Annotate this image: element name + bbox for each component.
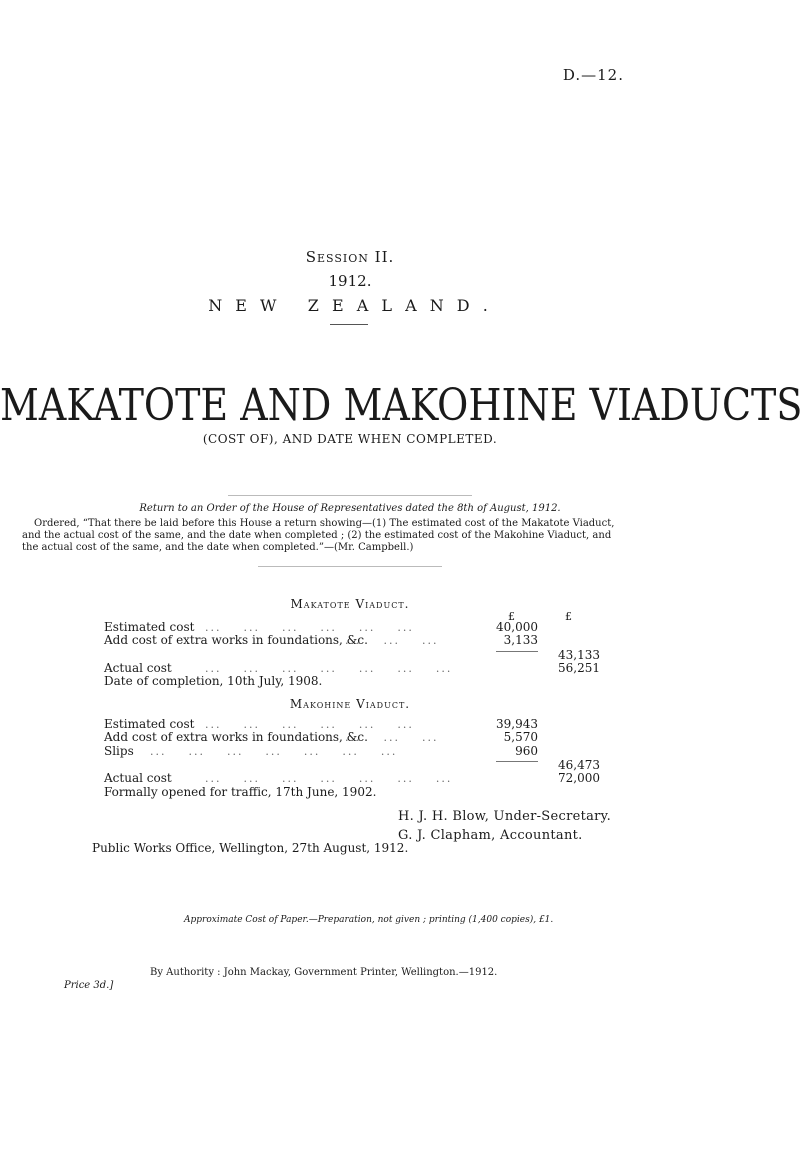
makatote-extra-value: 3,133 — [503, 633, 538, 647]
row-dots: ... ... ... ... ... ... ... — [150, 745, 398, 758]
makatote-row-actual — [104, 661, 172, 675]
makohine-heading: Makohine Viaduct. — [289, 697, 411, 711]
row-label: Actual cost — [104, 771, 172, 785]
document-subtitle: (COST OF), AND DATE WHEN COMPLETED. — [202, 432, 498, 446]
document-title: MAKATOTE AND MAKOHINE VIADUCTS — [0, 379, 802, 431]
session-line — [0, 248, 700, 266]
row-label: Date of completion, 10th July, 1908. — [104, 674, 323, 688]
signature-accountant: G. J. Clapham, Accountant. — [398, 828, 583, 843]
row-dots: ... ... ... ... ... ... ... — [205, 772, 453, 785]
year: 1912. — [328, 272, 372, 290]
row-dots: ... ... ... ... ... ... — [205, 621, 414, 634]
row-label: Actual cost — [104, 661, 172, 675]
return-line: Return to an Order of the House of Representatives dated the 8th of August, 1912. — [139, 503, 561, 514]
row-label: Slips — [104, 744, 134, 758]
makohine-slips-value: 960 — [515, 744, 538, 758]
row-label: Formally opened for traffic, 17th June, 1902. — [104, 785, 377, 799]
row-label: Estimated cost — [104, 717, 195, 731]
currency-col2: £ — [565, 610, 572, 623]
makatote-row-estimated — [104, 620, 194, 634]
authority-line: By Authority : John Mackay, Government Printer, Wellington.—1912. — [150, 967, 498, 978]
approximate-cost: Approximate Cost of Paper.—Preparation, not given ; printing (1,400 copies), £1. — [184, 915, 554, 925]
makohine-row-actual — [104, 771, 172, 785]
makohine-subtotal-value: 46,473 — [558, 758, 600, 772]
makohine-row-estimated — [104, 717, 194, 731]
order-line-3: the actual cost of the same, and the date when completed.”—(Mr. Campbell.) — [22, 542, 414, 553]
makohine-row-extra — [104, 730, 368, 744]
makohine-subtotal-rule — [496, 761, 538, 762]
makohine-row-opened — [104, 785, 376, 799]
row-label: Estimated cost — [104, 620, 195, 634]
row-dots: ... ... ... ... ... ... — [205, 718, 414, 731]
price: Price 3d.] — [64, 980, 114, 991]
signature-under-secretary: H. J. H. Blow, Under-Secretary. — [398, 809, 612, 824]
makatote-actual-value: 56,251 — [558, 661, 600, 675]
makatote-row-extra — [104, 633, 368, 647]
order-line-1: Ordered, “That there be laid before this House a return showing—(1) The estimated cost of the Makatote Viaduct, — [34, 518, 615, 529]
header-divider — [330, 324, 368, 325]
makatote-subtotal-value: 43,133 — [558, 648, 600, 662]
row-dots: ... ... ... — [345, 634, 439, 647]
order-line-2: and the actual cost of the same, and the date when completed ; (2) the estimated cost of the Makohine Viaduct, and — [22, 530, 612, 541]
makohine-actual-value: 72,000 — [558, 771, 600, 785]
country: N E W Z E A L A N D . — [208, 296, 492, 315]
makatote-estimated-value: 40,000 — [496, 620, 538, 634]
title-divider — [228, 495, 472, 496]
makatote-heading: Makatote Viaduct. — [290, 597, 410, 611]
office-line: Public Works Office, Wellington, 27th August, 1912. — [92, 841, 409, 855]
makohine-extra-value: 5,570 — [503, 730, 538, 744]
row-dots: ... ... ... — [345, 731, 439, 744]
row-label: Add cost of extra works in foundations, &c. — [104, 730, 368, 744]
makatote-subtotal-rule — [496, 651, 538, 652]
order-divider — [258, 566, 442, 567]
session-number: II. — [374, 248, 395, 266]
row-label: Add cost of extra works in foundations, &c. — [104, 633, 368, 647]
row-dots: ... ... ... ... ... ... ... — [205, 662, 453, 675]
currency-col1: £ — [508, 610, 515, 623]
session-word: Session — [305, 248, 369, 266]
makohine-row-slips — [104, 744, 134, 758]
makohine-estimated-value: 39,943 — [496, 717, 538, 731]
makatote-row-completion — [104, 674, 322, 688]
document-code: D.—12. — [562, 66, 624, 84]
